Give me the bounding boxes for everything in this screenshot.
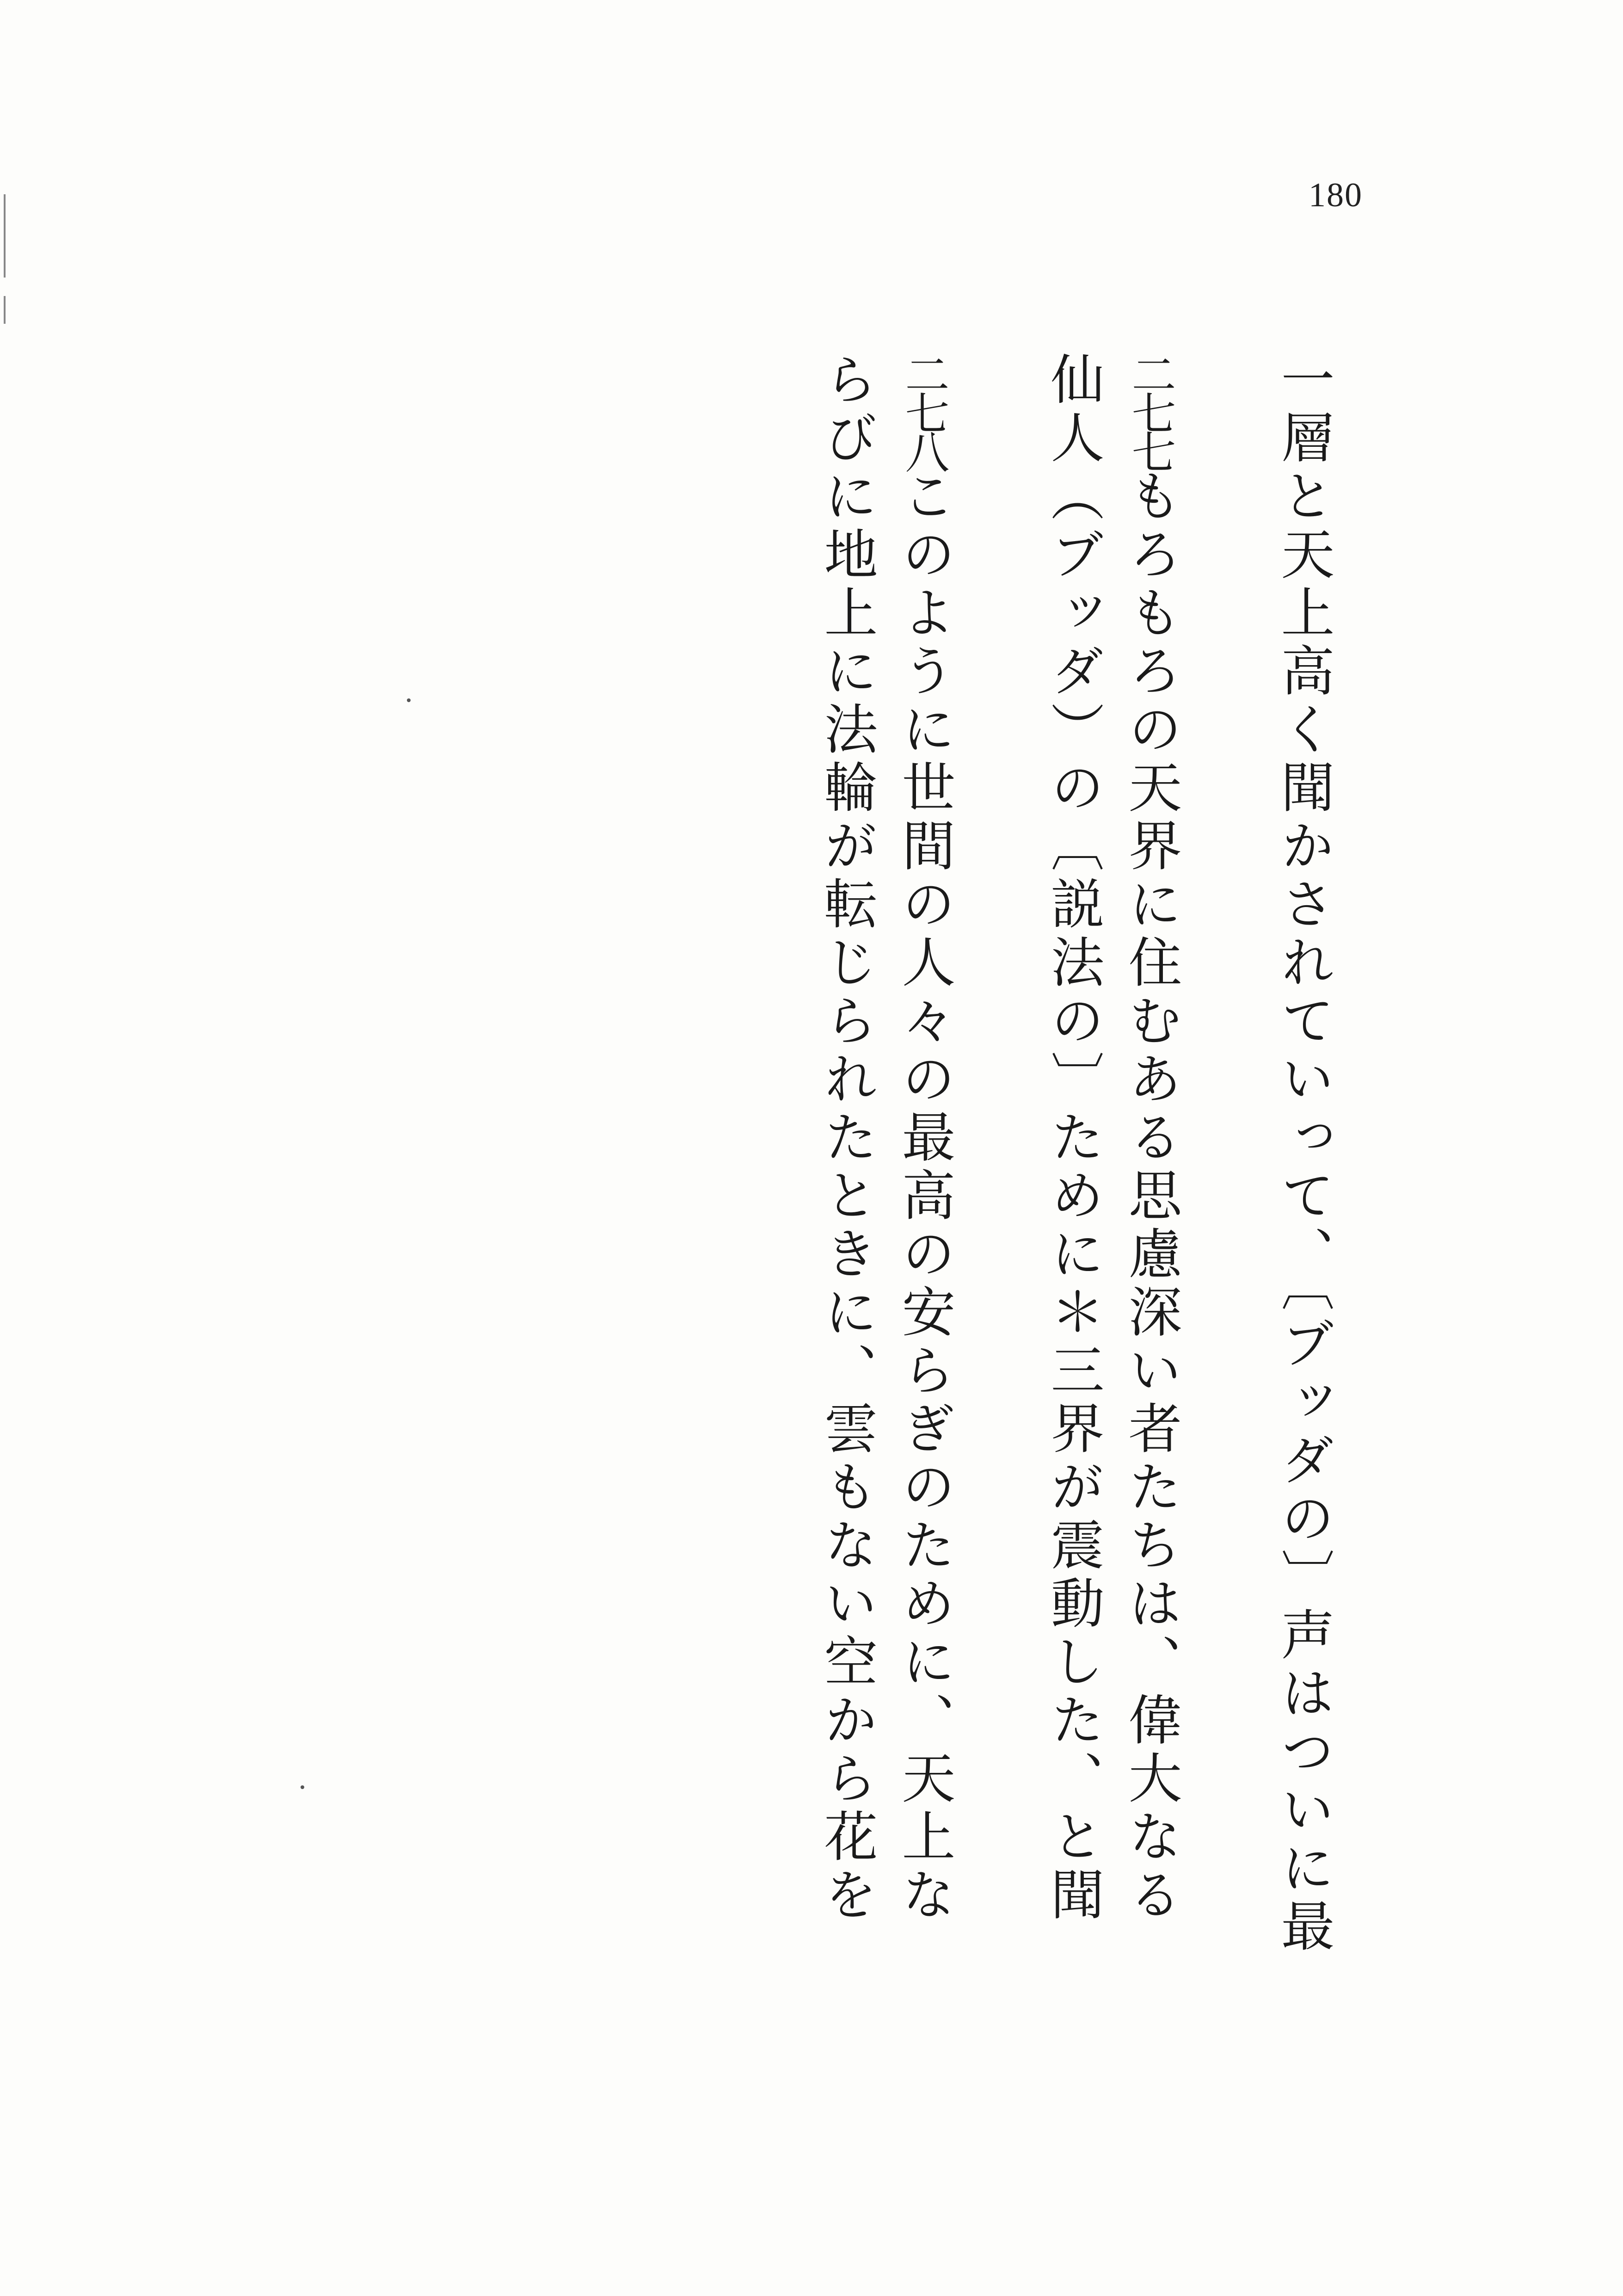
section-number: 二七七 [1125,352,1176,468]
paragraph-278 [800,352,1040,1970]
section-number: 二七八 [898,352,950,468]
scan-edge-mark [4,296,6,324]
scan-speck [407,698,411,702]
paragraph-text: 一層と天上高く聞かされていって、〔ブッダの〕声はついに最 [1272,352,1334,1957]
paragraph-text: このように世間の人々の最高の安らぎのために、天上ならびに地上に法輪が転じられたときに、雲もない空から花を [815,352,955,1925]
paragraph-276-continued [1262,352,1420,1970]
paragraph-277 [1027,352,1267,1970]
page-number: 180 [1309,176,1363,214]
scan-speck [301,1785,304,1789]
scan-edge-mark [4,194,6,278]
paragraph-text: もろもろの天界に住むある思慮深い者たちは、偉大なる仙人（ブッダ）の〔説法の〕ために＊三界が震動した、と聞 [1042,352,1182,1925]
